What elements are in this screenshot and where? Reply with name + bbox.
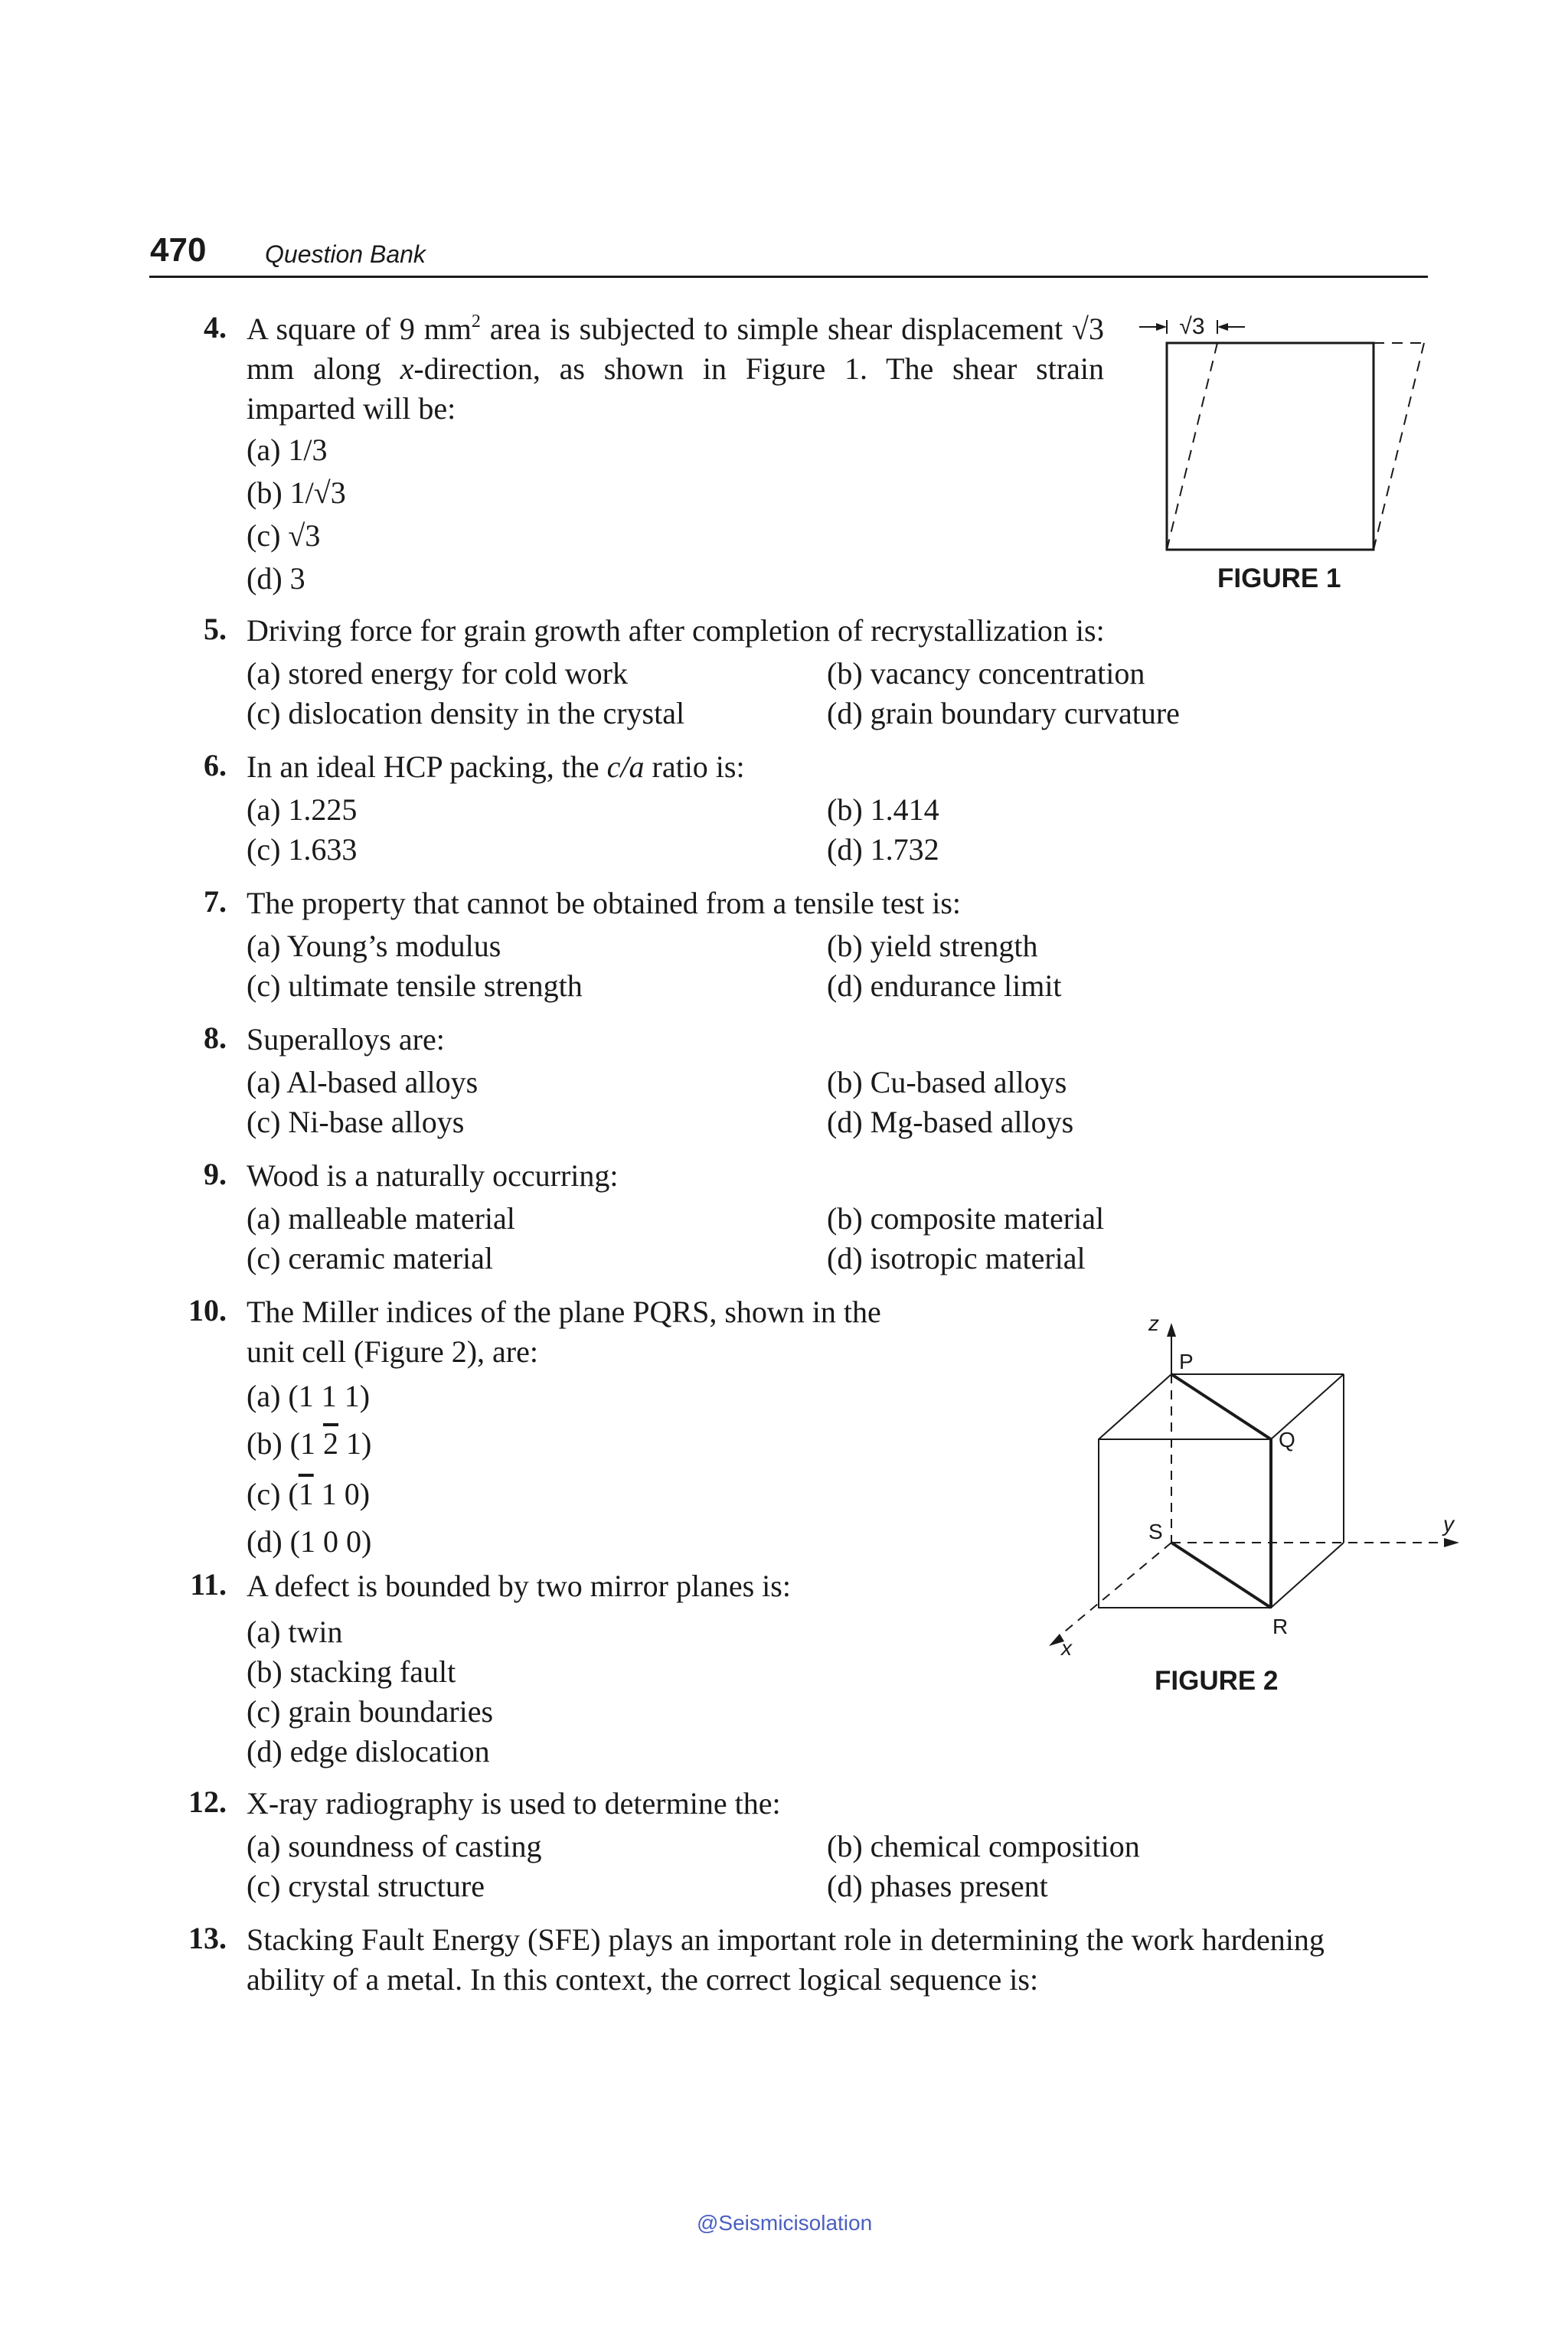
q11-option-d: (d) edge dislocation — [247, 1734, 490, 1768]
q11-number: 11. — [190, 1567, 227, 1602]
q5-option-a: (a) stored energy for cold work — [247, 656, 628, 691]
q4-option-b: (b) 1/√3 — [247, 475, 346, 510]
q4-option-c: (c) √3 — [247, 518, 321, 553]
q12-option-d: (d) phases present — [827, 1869, 1048, 1903]
q11-option-a: (a) twin — [247, 1615, 343, 1649]
q10-option-d: (d) (1 0 0) — [247, 1524, 372, 1559]
figure-1-dimension-label: √3 — [1179, 314, 1205, 339]
axis-z-label: z — [1148, 1311, 1159, 1335]
q5-number: 5. — [204, 612, 227, 646]
q7-option-c: (c) ultimate tensile strength — [247, 968, 583, 1003]
q10-option-b: (b) (1 2 1) — [247, 1426, 372, 1461]
q12-number: 12. — [188, 1785, 227, 1819]
q12-option-b: (b) chemical composition — [827, 1829, 1140, 1863]
point-s-label: S — [1148, 1520, 1163, 1543]
q6-number: 6. — [204, 748, 227, 782]
q6-option-d: (d) 1.732 — [827, 832, 939, 867]
q4-number: 4. — [204, 310, 227, 345]
q9-option-d: (d) isotropic material — [827, 1241, 1086, 1275]
q6-text: In an ideal HCP packing, the c/a ratio is: — [247, 749, 745, 784]
figure-2-unit-cell — [1034, 1301, 1462, 1677]
header-rule — [149, 276, 1428, 278]
q10-text-line-2: unit cell (Figure 2), are: — [247, 1334, 538, 1369]
q9-option-a: (a) malleable material — [247, 1201, 515, 1236]
q8-text: Superalloys are: — [247, 1022, 445, 1056]
q8-option-c: (c) Ni-base alloys — [247, 1105, 465, 1139]
watermark: @Seismicisolation — [697, 2211, 873, 2235]
running-title: Question Bank — [265, 240, 426, 268]
q6-option-a: (a) 1.225 — [247, 792, 358, 827]
q8-option-d: (d) Mg-based alloys — [827, 1105, 1074, 1139]
figure-1-shear-diagram — [1133, 306, 1439, 559]
q8-option-b: (b) Cu-based alloys — [827, 1065, 1067, 1099]
q10-option-a: (a) (1 1 1) — [247, 1379, 371, 1413]
point-q-label: Q — [1279, 1428, 1295, 1452]
q9-option-b: (b) composite material — [827, 1201, 1105, 1236]
q9-text: Wood is a naturally occurring: — [247, 1158, 619, 1193]
point-p-label: P — [1179, 1350, 1194, 1373]
q10-number: 10. — [188, 1293, 227, 1328]
axis-y-label: y — [1443, 1512, 1454, 1536]
q13-text-line-1: Stacking Fault Energy (SFE) plays an important role in determining the work hardening — [247, 1922, 1325, 1957]
q10-option-c: (c) (1 1 0) — [247, 1477, 371, 1511]
figure-1-caption: FIGURE 1 — [1217, 563, 1341, 593]
q4-option-a: (a) 1/3 — [247, 433, 328, 467]
q13-number: 13. — [188, 1921, 227, 1955]
q7-number: 7. — [204, 884, 227, 919]
q6-option-b: (b) 1.414 — [827, 792, 939, 827]
q4-option-d: (d) 3 — [247, 561, 305, 596]
q13-text-line-2: ability of a metal. In this context, the correct logical sequence is: — [247, 1962, 1039, 1997]
q10-text-line-1: The Miller indices of the plane PQRS, shown in the — [247, 1295, 881, 1329]
page-number: 470 — [150, 231, 207, 269]
q11-option-b: (b) stacking fault — [247, 1654, 456, 1689]
q5-text: Driving force for grain growth after completion of recrystallization is: — [247, 613, 1105, 648]
point-r-label: R — [1272, 1615, 1289, 1638]
q5-option-c: (c) dislocation density in the crystal — [247, 696, 685, 730]
q12-option-c: (c) crystal structure — [247, 1869, 485, 1903]
q6-option-c: (c) 1.633 — [247, 832, 358, 867]
q11-option-c: (c) grain boundaries — [247, 1694, 494, 1729]
axis-x-label: x — [1061, 1636, 1072, 1660]
q8-number: 8. — [204, 1021, 227, 1055]
q7-option-b: (b) yield strength — [827, 929, 1038, 963]
figure-2-caption: FIGURE 2 — [1155, 1666, 1279, 1696]
q7-option-a: (a) Young’s modulus — [247, 929, 501, 963]
q8-option-a: (a) Al-based alloys — [247, 1065, 479, 1099]
q9-number: 9. — [204, 1157, 227, 1191]
q4-text: A square of 9 $mm^2$ area is subjected to simple shear displacement √3 mm along x-direction, as shown in Figure 1. The shear strain imparted will be: — [247, 312, 1105, 426]
q7-text: The property that cannot be obtained from a tensile test is: — [247, 886, 962, 920]
q12-option-a: (a) soundness of casting — [247, 1829, 542, 1863]
q5-option-d: (d) grain boundary curvature — [827, 696, 1180, 730]
q5-option-b: (b) vacancy concentration — [827, 656, 1145, 691]
q9-option-c: (c) ceramic material — [247, 1241, 493, 1275]
q12-text: X-ray radiography is used to determine the: — [247, 1786, 781, 1821]
q11-text: A defect is bounded by two mirror planes is: — [247, 1569, 791, 1603]
q7-option-d: (d) endurance limit — [827, 968, 1062, 1003]
